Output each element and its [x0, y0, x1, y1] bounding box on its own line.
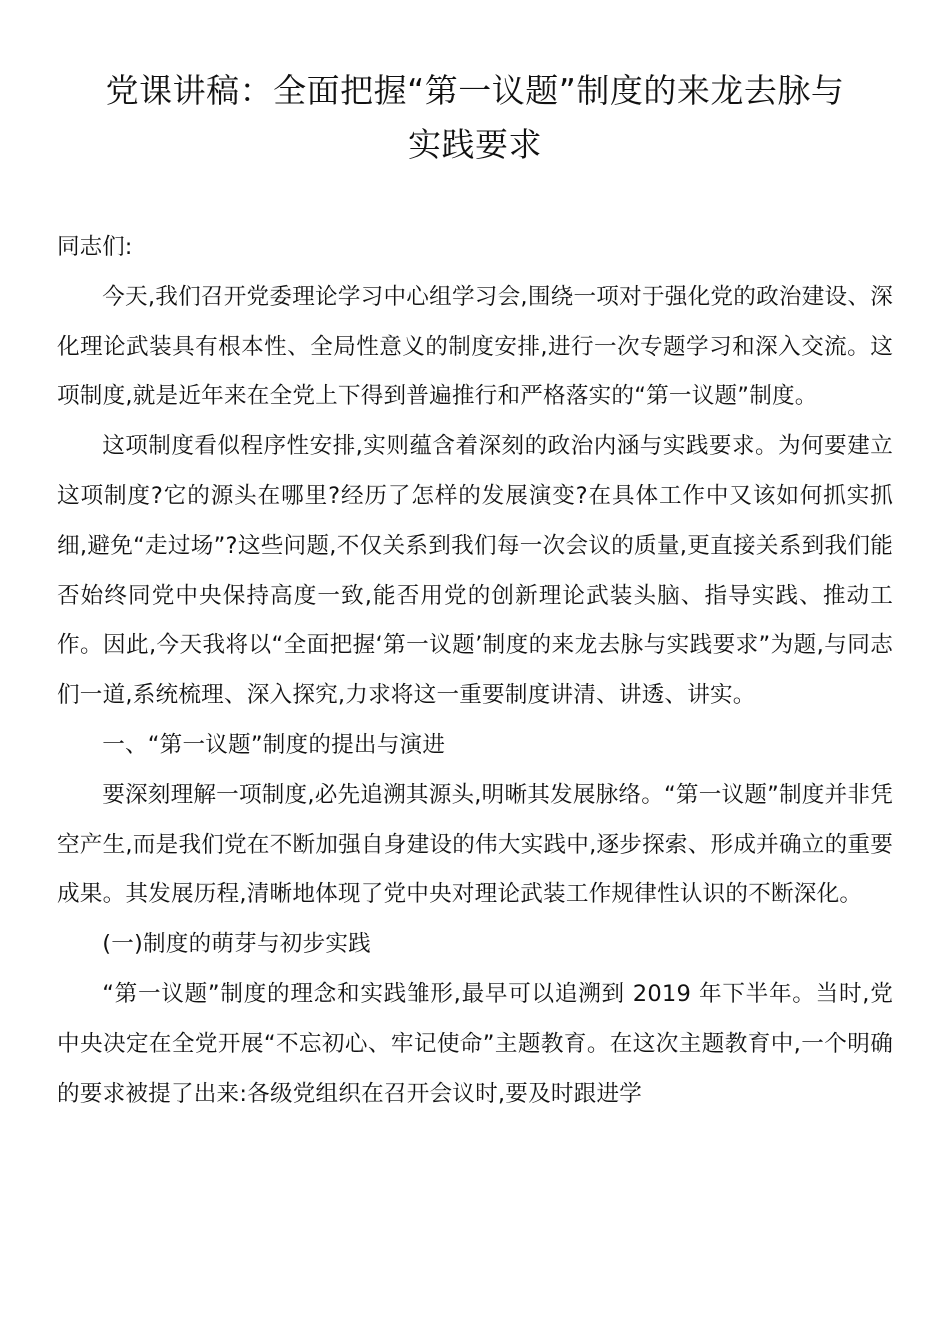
- salutation: 同志们:: [57, 234, 133, 260]
- body-paragraph: 今天,我们召开党委理论学习中心组学习会,围绕一项对于强化党的政治建设、深化理论武装具有根本性、全局性意义的制度安排,进行一次专题学习和深入交流。这项制度,就是近年来在全党上下得到普遍推行和严格落实的“第一议题”制度。: [57, 283, 893, 410]
- body-paragraph: 要深刻理解一项制度,必先追溯其源头,明晰其发展脉络。“第一议题”制度并非凭空产生,而是我们党在不断加强自身建设的伟大实践中,逐步探索、形成并确立的重要成果。其发展历程,清晰地体现了党中央对理论武装工作规律性认识的不断深化。: [57, 781, 893, 908]
- document-page: [57, 64, 893, 1119]
- title-line-2: 实践要求: [408, 125, 542, 164]
- document-title: [57, 64, 893, 172]
- subsection-heading: (一)制度的萌芽与初步实践: [102, 931, 371, 958]
- title-line-1: 党课讲稿：全面把握“第一议题”制度的来龙去脉与: [105, 71, 845, 110]
- body-paragraph: 这项制度看似程序性安排,实则蕴含着深刻的政治内涵与实践要求。为何要建立这项制度?它的源头在哪里?经历了怎样的发展演变?在具体工作中又该如何抓实抓细,避免“走过场”?这些问题,不仅关系到我们每一次会议的质量,更直接关系到我们能否始终同党中央保持高度一致,能否用党的创新理论武装头脑、指导实践、推动工作。因此,今天我将以“全面把握‘第一议题’制度的来龙去脉与实践要求”为题,与同志们一道,系统梳理、深入探究,力求将这一重要制度讲清、讲透、讲实。: [57, 433, 894, 709]
- body-paragraph: “第一议题”制度的理念和实践雏形,最早可以追溯到 2019 年下半年。当时,党中央决定在全党开展“不忘初心、牢记使命”主题教育。在这次主题教育中,一个明确的要求被提了出来:各级党组织在召开会议时,要及时跟进学: [57, 980, 893, 1107]
- section-heading-1: 一、“第一议题”制度的提出与演进: [102, 731, 446, 758]
